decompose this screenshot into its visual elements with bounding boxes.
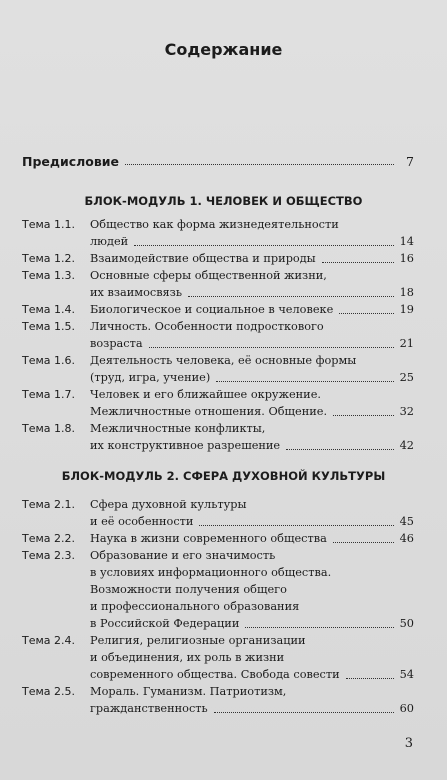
module-heading-1: БЛОК-МОДУЛЬ 1. ЧЕЛОВЕК И ОБЩЕСТВО (84, 194, 363, 208)
toc-entry[interactable] (22, 547, 414, 632)
topic-title-line: Деятельность человека, её основные формы (90, 354, 357, 367)
leader-dots (346, 678, 394, 679)
toc-entry[interactable] (22, 683, 414, 717)
toc-entry[interactable] (22, 216, 414, 250)
topic-number: Тема 2.1. (22, 498, 76, 511)
topic-page: 18 (399, 286, 414, 299)
toc-entry[interactable] (22, 386, 414, 420)
leader-dots (149, 347, 394, 348)
topic-number: Тема 1.1. (22, 218, 76, 231)
page-title: Содержание (164, 40, 283, 59)
topic-page: 14 (399, 235, 414, 248)
topic-title (90, 420, 414, 454)
topic-page: 60 (399, 702, 414, 715)
preface-label: Предисловие (22, 154, 120, 169)
topic-title-line: людей (90, 235, 129, 248)
topic-title-line: их взаимосвязь (90, 286, 182, 299)
topic-title-line: и её особенности (90, 515, 194, 528)
topic-title (90, 216, 414, 250)
topic-title-line: современного общества. Свобода совести (90, 668, 340, 681)
topic-page: 45 (399, 515, 414, 528)
topic-title-line: и объединения, их роль в жизни (90, 651, 285, 664)
toc-entry[interactable] (22, 318, 414, 352)
topic-title (90, 683, 414, 717)
topic-title-line: Взаимодействие общества и природы (90, 252, 316, 265)
topic-title-line: Человек и его ближайшее окружение. (90, 388, 321, 401)
topic-title-line: (труд, игра, учение) (90, 371, 211, 384)
topic-title (90, 632, 414, 683)
leader-dots (199, 525, 394, 526)
page-number: 3 (404, 736, 413, 751)
topic-number: Тема 2.3. (22, 549, 76, 562)
topic-page: 21 (399, 337, 414, 350)
topic-title-line: в условиях информационного общества. (90, 566, 332, 579)
topic-title-line: Общество как форма жизнедеятельности (90, 218, 339, 231)
topic-title-line: и профессионального образования (90, 600, 300, 613)
topic-title-line: их конструктивное разрешение (90, 439, 281, 452)
topic-title (90, 386, 414, 420)
topic-number: Тема 2.4. (22, 634, 76, 647)
toc-entry[interactable] (22, 250, 414, 267)
toc-entry[interactable] (22, 632, 414, 683)
preface-page: 7 (406, 154, 414, 169)
topic-page: 42 (399, 439, 414, 452)
module-2-toc (22, 496, 414, 717)
topic-number: Тема 1.6. (22, 354, 76, 367)
toc-entry-preface[interactable] (22, 154, 414, 169)
topic-title (90, 352, 414, 386)
topic-page: 19 (399, 303, 414, 316)
topic-title-line: Наука в жизни современного общества (90, 532, 327, 545)
leader-dots (333, 415, 394, 416)
topic-page: 54 (399, 668, 414, 681)
topic-title (90, 530, 414, 547)
topic-title-line: Биологическое и социальное в человеке (90, 303, 334, 316)
leader-dots (125, 164, 394, 165)
topic-number: Тема 1.5. (22, 320, 76, 333)
topic-title-line: Основные сферы общественной жизни, (90, 269, 327, 282)
topic-number: Тема 1.7. (22, 388, 76, 401)
topic-title (90, 301, 414, 318)
topic-number: Тема 1.2. (22, 252, 76, 265)
topic-title (90, 496, 414, 530)
topic-page: 32 (399, 405, 414, 418)
toc-entry[interactable] (22, 267, 414, 301)
module-heading-2: БЛОК-МОДУЛЬ 2. СФЕРА ДУХОВНОЙ КУЛЬТУРЫ (61, 469, 386, 483)
topic-title-line: Возможности получения общего (90, 583, 287, 596)
leader-dots (188, 296, 394, 297)
leader-dots (216, 381, 394, 382)
topic-title-line: Межличностные конфликты, (90, 422, 266, 435)
topic-title-line: гражданственность (90, 702, 208, 715)
topic-title (90, 250, 414, 267)
topic-page: 16 (399, 252, 414, 265)
leader-dots (339, 313, 394, 314)
module-1-toc (22, 216, 414, 454)
leader-dots (214, 712, 394, 713)
topic-page: 25 (399, 371, 414, 384)
leader-dots (333, 542, 394, 543)
topic-title-line: в Российской Федерации (90, 617, 240, 630)
topic-number: Тема 2.2. (22, 532, 76, 545)
topic-title (90, 547, 414, 632)
leader-dots (134, 245, 394, 246)
toc-entry[interactable] (22, 496, 414, 530)
topic-title-line: возраста (90, 337, 143, 350)
topic-number: Тема 1.4. (22, 303, 76, 316)
leader-dots (322, 262, 394, 263)
topic-title-line: Мораль. Гуманизм. Патриотизм, (90, 685, 287, 698)
toc-entry[interactable] (22, 530, 414, 547)
toc-entry[interactable] (22, 420, 414, 454)
topic-title-line: Сфера духовной культуры (90, 498, 247, 511)
topic-number: Тема 1.8. (22, 422, 76, 435)
leader-dots (245, 627, 394, 628)
topic-page: 50 (399, 617, 414, 630)
toc-entry[interactable] (22, 352, 414, 386)
topic-title-line: Личность. Особенности подросткового (90, 320, 324, 333)
topic-page: 46 (399, 532, 414, 545)
leader-dots (286, 449, 394, 450)
topic-number: Тема 2.5. (22, 685, 76, 698)
topic-title-line: Межличностные отношения. Общение. (90, 405, 328, 418)
topic-number: Тема 1.3. (22, 269, 76, 282)
toc-entry[interactable] (22, 301, 414, 318)
topic-title-line: Образование и его значимость (90, 549, 276, 562)
topic-title-line: Религия, религиозные организации (90, 634, 306, 647)
topic-title (90, 267, 414, 301)
topic-title (90, 318, 414, 352)
